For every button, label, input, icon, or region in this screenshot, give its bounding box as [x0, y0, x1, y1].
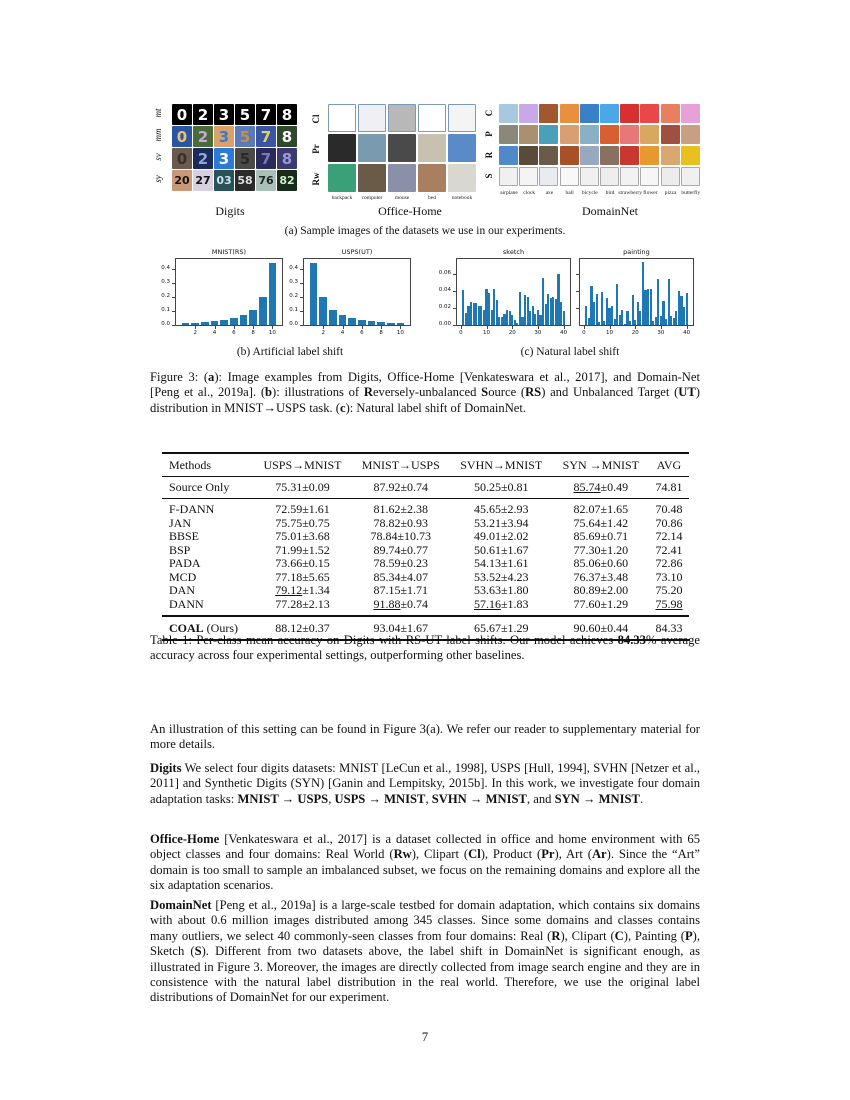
x-tick-mark	[272, 326, 273, 329]
col-header-usps-mnist: USPS→MNIST	[253, 453, 351, 477]
x-tick-mark	[687, 326, 688, 329]
digit-sample-image: 20	[172, 170, 192, 191]
bar	[310, 263, 318, 325]
digit-sample-image: 5	[235, 104, 255, 125]
figure-3c-subcaption: (c) Natural label shift	[520, 346, 620, 358]
office-home-sample-image	[448, 104, 476, 132]
office-home-sample-image	[418, 134, 446, 162]
domainnet-sample-image	[499, 104, 518, 123]
bar	[191, 323, 199, 325]
domainnet-sample-image	[499, 146, 518, 165]
domainnet-class-label: strawberry	[618, 190, 642, 196]
digit-sample-image: 27	[193, 170, 213, 191]
y-tick-mark	[300, 325, 303, 326]
office-home-sample-image	[358, 134, 386, 162]
figure-3-caption: Figure 3: (a): Image examples from Digits, Office-Home [Venkateswara et al., 2017], and Domain-Net [Peng et al., 2019a]. (b): illustrations of Reversely-unbalanced Source (RS) and Unbalanced Target (UT) distribution in MNIST→USPS task. (c): Natural label shift of DomainNet.	[150, 370, 700, 415]
digit-sample-image: 2	[193, 126, 213, 147]
domainnet-sample-image	[519, 146, 538, 165]
office-home-class-label: mouse	[394, 195, 410, 201]
domainnet-sample-image	[661, 146, 680, 165]
table-row: BSP 71.99±1.52 89.74±0.77 50.61±1.67 77.30±1.20 72.41	[169, 542, 683, 557]
col-header-svhn-mnist: SVHN→MNIST	[450, 453, 553, 477]
office-home-samples	[312, 104, 477, 214]
domainnet-sample-image	[519, 104, 538, 123]
domainnet-sample-image	[620, 125, 639, 144]
col-header-avg: AVG	[649, 453, 689, 477]
x-tick-label: 10	[483, 330, 490, 336]
domainnet-sample-image	[640, 125, 659, 144]
chart-title: MNIST(RS)	[211, 248, 247, 256]
domainnet-sample-image	[681, 104, 700, 123]
bar	[563, 311, 565, 325]
domainnet-sample-image	[519, 167, 538, 186]
x-tick-label: 6	[232, 330, 236, 336]
x-tick-mark	[584, 326, 585, 329]
domainnet-class-label: butterfly	[681, 190, 701, 196]
office-home-row-label: Pr	[311, 144, 321, 154]
domainnet-class-label: pizza	[664, 190, 677, 196]
domainnet-sample-image	[640, 146, 659, 165]
y-tick-label: 0.3	[289, 278, 298, 285]
x-tick-label: 0	[459, 330, 463, 336]
x-tick-label: 4	[212, 330, 217, 336]
office-home-caption: Office-Home	[378, 204, 442, 218]
x-tick-label: 10	[396, 330, 404, 336]
office-home-row-label: Cl	[311, 114, 321, 124]
domainnet-sample-image	[539, 104, 558, 123]
table-row: DANN 77.28±2.13 91.88±0.74 57.16±1.83 77.60±1.29 75.98	[169, 596, 683, 611]
domainnet-sample-image	[640, 167, 659, 186]
y-tick-label: 0.1	[161, 306, 170, 313]
x-tick-mark	[487, 326, 488, 329]
x-tick-label: 0	[582, 330, 586, 336]
office-home-sample-image	[388, 104, 416, 132]
y-tick-mark	[300, 311, 303, 312]
x-tick-label: 20	[508, 330, 516, 336]
bar	[348, 318, 356, 325]
digit-sample-image: 0	[172, 148, 192, 169]
digit-sample-image: 7	[256, 148, 276, 169]
y-tick-label: 0.0	[289, 321, 298, 327]
chart-title: USPS(UT)	[341, 248, 373, 256]
y-tick-mark	[172, 269, 175, 270]
x-tick-label: 2	[193, 330, 197, 336]
plot-area	[303, 258, 411, 326]
office-home-sample-image	[328, 104, 356, 132]
digit-sample-image: 3	[214, 104, 234, 125]
page-number: 7	[421, 1030, 429, 1044]
chart-sketch	[438, 248, 571, 336]
domainnet-sample-image	[499, 125, 518, 144]
x-tick-label: 40	[560, 330, 568, 336]
digits-samples	[150, 104, 300, 214]
plot-area	[579, 258, 694, 326]
digit-sample-image: 3	[214, 126, 234, 147]
y-tick-label: 0.4	[289, 264, 298, 271]
digits-caption: Digits	[215, 204, 245, 218]
x-tick-mark	[343, 326, 344, 329]
digit-sample-image: 7	[256, 126, 276, 147]
domainnet-sample-image	[620, 104, 639, 123]
y-tick-mark	[453, 291, 456, 292]
x-tick-label: 2	[321, 330, 325, 336]
domainnet-sample-image	[640, 104, 659, 123]
domainnet-sample-image	[580, 125, 599, 144]
office-home-sample-image	[388, 164, 416, 192]
digit-sample-image: 5	[235, 126, 255, 147]
bar	[397, 323, 405, 325]
office-home-sample-image	[358, 164, 386, 192]
domainnet-sample-image	[681, 146, 700, 165]
y-tick-mark	[172, 325, 175, 326]
x-tick-mark	[253, 326, 254, 329]
x-tick-mark	[564, 326, 565, 329]
chart-title: sketch	[502, 248, 525, 256]
x-tick-mark	[234, 326, 235, 329]
domainnet-sample-image	[661, 125, 680, 144]
x-tick-label: 30	[534, 330, 542, 336]
domainnet-sample-image	[620, 146, 639, 165]
table-1-digits-results	[162, 452, 689, 641]
bar	[259, 297, 267, 325]
domainnet-class-label: bicycle	[581, 190, 598, 196]
figure-3a-subcaption: (a) Sample images of the datasets we use in our experiments.	[284, 225, 566, 237]
domainnet-sample-image	[681, 167, 700, 186]
bar	[621, 310, 623, 325]
domainnet-sample-image	[539, 125, 558, 144]
digit-sample-image: 8	[277, 148, 297, 169]
domainnet-sample-image	[600, 125, 619, 144]
y-tick-label: 0.2	[161, 292, 170, 299]
domainnet-class-label: bird	[605, 190, 615, 196]
domainnet-sample-image	[580, 146, 599, 165]
domainnet-sample-image	[600, 104, 619, 123]
digit-sample-image: 0	[172, 104, 192, 125]
digit-sample-image: 3	[214, 148, 234, 169]
digit-sample-image: 7	[256, 104, 276, 125]
bar	[240, 315, 248, 325]
office-home-class-label: computer	[361, 195, 383, 201]
office-home-class-label: bed	[428, 195, 436, 201]
bar	[358, 320, 366, 325]
digit-sample-image: 2	[193, 148, 213, 169]
bar	[182, 323, 190, 325]
office-home-sample-image	[358, 104, 386, 132]
y-tick-label: 0.04	[438, 287, 451, 294]
bar	[230, 318, 238, 325]
x-tick-mark	[400, 326, 401, 329]
domainnet-sample-image	[519, 125, 538, 144]
y-tick-label: 0.3	[161, 278, 170, 285]
domainnet-class-label: ball	[565, 190, 574, 196]
digit-sample-image: 5	[235, 148, 255, 169]
plot-area	[456, 258, 571, 326]
domainnet-samples	[485, 104, 700, 214]
x-tick-mark	[362, 326, 363, 329]
office-home-sample-image	[418, 164, 446, 192]
y-tick-mark	[300, 297, 303, 298]
x-tick-label: 8	[379, 330, 383, 336]
bar	[596, 294, 598, 325]
col-header-syn-mnist: SYN →MNIST	[553, 453, 649, 477]
x-tick-label: 10	[606, 330, 613, 336]
x-tick-mark	[381, 326, 382, 329]
table-row-source-only: Source Only 75.31±0.09 87.92±0.74 50.25±0.81 85.74±0.49 74.81	[162, 477, 689, 499]
paragraph-domainnet: DomainNet [Peng et al., 2019a] is a large-scale testbed for domain adaptation, which contains six domains with about 0.6 million images distributed among 345 classes. Since some domains and classes contains many outliers, we select 40 commonly-seen classes from four domains: Real (R), Clipart (C), Painting (P), Sketch (S). Different from two datasets above, the label shift in DomainNet is significant enough, as illustrated in Figure 3. Moreover, the images are directly collected from image search engine and they are in consistence with the natural label distribution in the real world. Therefore, we use the original label distributions of DomainNet for our experiment.	[150, 898, 701, 1005]
bar	[377, 322, 385, 325]
chart-usps-ut	[289, 248, 411, 336]
x-tick-label: 4	[340, 330, 345, 336]
digit-sample-image: 8	[277, 104, 297, 125]
table-row: JAN 75.75±0.75 78.82±0.93 53.21±3.94 75.64±1.42 70.86	[169, 515, 683, 530]
bar	[201, 322, 209, 325]
digit-sample-image: 0	[172, 126, 192, 147]
domainnet-sample-image	[560, 146, 579, 165]
domainnet-sample-image	[560, 104, 579, 123]
domainnet-sample-image	[580, 167, 599, 186]
office-home-sample-image	[388, 134, 416, 162]
digit-sample-image: 82	[277, 170, 297, 191]
paragraph-illustration: An illustration of this setting can be found in Figure 3(a). We refer our reader to supplementary material for more details.	[150, 722, 700, 752]
x-tick-label: 6	[360, 330, 364, 336]
digits-row-label: mt	[153, 108, 163, 118]
x-tick-mark	[610, 326, 611, 329]
office-home-class-label: backpack	[331, 195, 353, 201]
y-tick-mark	[453, 274, 456, 275]
y-tick-mark	[300, 269, 303, 270]
bar	[686, 293, 688, 325]
x-tick-mark	[538, 326, 539, 329]
domainnet-sample-image	[539, 146, 558, 165]
table-row: DAN 79.12±1.34 87.15±1.71 53.63±1.80 80.89±2.00 75.20	[169, 583, 683, 597]
domainnet-row-label: R	[484, 151, 494, 159]
office-home-sample-image	[328, 134, 356, 162]
chart-mnist-rs	[161, 248, 283, 336]
chart-title: painting	[623, 248, 650, 256]
paragraph-digits: Digits We select four digits datasets: MNIST [LeCun et al., 1998], USPS [Hull, 1994], SVHN [Netzer et al., 2011] and Synthetic Digits (SYN) [Ganin and Lempitsky, 2015b]. In this work, we investigate four domain adaptation tasks: MNIST → USPS, USPS → MNIST, SVHN → MNIST, and SYN → MNIST.	[150, 761, 700, 806]
col-header-mnist-usps: MNIST→USPS	[352, 453, 450, 477]
y-tick-mark	[453, 308, 456, 309]
table-row: MCD 77.18±5.65 85.34±4.07 53.52±4.23 76.37±3.48 73.10	[169, 569, 683, 584]
bar	[368, 321, 376, 325]
digit-sample-image: 58	[235, 170, 255, 191]
domainnet-sample-image	[620, 167, 639, 186]
domainnet-sample-image	[661, 104, 680, 123]
figure-3b-subcaption: (b) Artificial label shift	[236, 346, 344, 358]
domainnet-caption: DomainNet	[582, 204, 638, 218]
x-tick-mark	[323, 326, 324, 329]
domainnet-sample-image	[681, 125, 700, 144]
bar	[319, 297, 327, 325]
y-tick-mark	[576, 308, 579, 309]
x-tick-mark	[215, 326, 216, 329]
bar	[249, 310, 257, 325]
bar	[387, 323, 395, 325]
y-tick-label: 0.4	[161, 264, 170, 271]
domainnet-sample-image	[580, 104, 599, 123]
y-tick-label: 0.02	[438, 304, 451, 311]
office-home-sample-image	[448, 164, 476, 192]
x-tick-mark	[661, 326, 662, 329]
office-home-row-label: Rw	[311, 172, 321, 186]
paragraph-office-home: Office-Home [Venkateswara et al., 2017] is a dataset collected in office and home environment with 65 object classes and four domains: Real World (Rw), Clipart (Cl), Product (Pr), Art (Ar). Since the “Art” domain is too small to sample an imbalanced subset, we focus on the remaining domains and explore all the six adaptation scenarios.	[150, 832, 700, 893]
table-row-coal-ours: COAL (Ours) 88.12±0.37 93.04±1.67 65.67±1.29 90.60±0.44 84.33	[162, 616, 689, 640]
digit-sample-image: 2	[193, 104, 213, 125]
y-tick-label: 0.06	[438, 270, 451, 277]
y-tick-mark	[576, 291, 579, 292]
digits-row-label: mm	[153, 128, 163, 142]
domainnet-sample-image	[539, 167, 558, 186]
domainnet-sample-image	[600, 167, 619, 186]
domainnet-class-label: axe	[545, 190, 554, 196]
table-row: F-DANN 72.59±1.61 81.62±2.38 45.65±2.93 82.07±1.65 70.48	[169, 502, 683, 516]
office-home-sample-image	[418, 104, 446, 132]
bar	[220, 320, 228, 325]
digit-sample-image: 76	[256, 170, 276, 191]
y-tick-mark	[172, 297, 175, 298]
x-tick-mark	[461, 326, 462, 329]
y-tick-label: 0.2	[289, 292, 298, 299]
bar	[329, 310, 337, 325]
x-tick-label: 30	[657, 330, 665, 336]
x-tick-label: 40	[683, 330, 691, 336]
x-tick-mark	[635, 326, 636, 329]
table-row: PADA 73.66±0.15 78.59±0.23 54.13±1.61 85.06±0.60 72.86	[169, 556, 683, 570]
digit-sample-image: 8	[277, 126, 297, 147]
y-tick-mark	[300, 283, 303, 284]
x-tick-mark	[195, 326, 196, 329]
digits-row-label: sy	[153, 175, 163, 183]
bar	[650, 289, 652, 325]
plot-area	[175, 258, 283, 326]
bar	[211, 321, 219, 325]
figure-3a-sample-images	[150, 104, 700, 244]
office-home-sample-image	[328, 164, 356, 192]
office-home-class-label: notebook	[451, 195, 473, 201]
domainnet-sample-image	[560, 167, 579, 186]
digit-sample-image: 03	[214, 170, 234, 191]
domainnet-row-label: S	[484, 173, 494, 179]
domainnet-row-label: C	[484, 109, 494, 117]
domainnet-class-label: clock	[523, 190, 536, 196]
x-tick-label: 20	[631, 330, 639, 336]
x-tick-label: 8	[251, 330, 255, 336]
table-row: BBSE 75.01±3.68 78.84±10.73 49.01±2.02 85.69±0.71 72.14	[169, 529, 683, 543]
x-tick-label: 10	[268, 330, 276, 336]
col-header-methods: Methods	[162, 453, 253, 477]
y-tick-label: 0.00	[438, 321, 451, 327]
y-tick-mark	[172, 311, 175, 312]
bar	[339, 315, 347, 325]
y-tick-label: 0.0	[161, 321, 170, 327]
y-tick-mark	[576, 274, 579, 275]
table-1-caption: Table 1: Per-class mean accuracy on Digits with RS-UT label shifts. Our model achieves 84.33% average accuracy across four experimental settings, outperforming other baselines.	[150, 633, 701, 663]
domainnet-sample-image	[661, 167, 680, 186]
domainnet-row-label: P	[484, 131, 494, 137]
y-tick-mark	[172, 283, 175, 284]
y-tick-label: 0.1	[289, 306, 298, 313]
domainnet-sample-image	[600, 146, 619, 165]
table-header-row	[162, 453, 689, 477]
office-home-sample-image	[448, 134, 476, 162]
domainnet-class-label: flower	[643, 190, 658, 196]
x-tick-mark	[512, 326, 513, 329]
domainnet-sample-image	[499, 167, 518, 186]
domainnet-sample-image	[560, 125, 579, 144]
y-tick-mark	[453, 325, 456, 326]
domainnet-class-label: airplane	[500, 190, 518, 196]
chart-painting	[579, 248, 694, 336]
digits-row-label: sv	[153, 153, 163, 161]
